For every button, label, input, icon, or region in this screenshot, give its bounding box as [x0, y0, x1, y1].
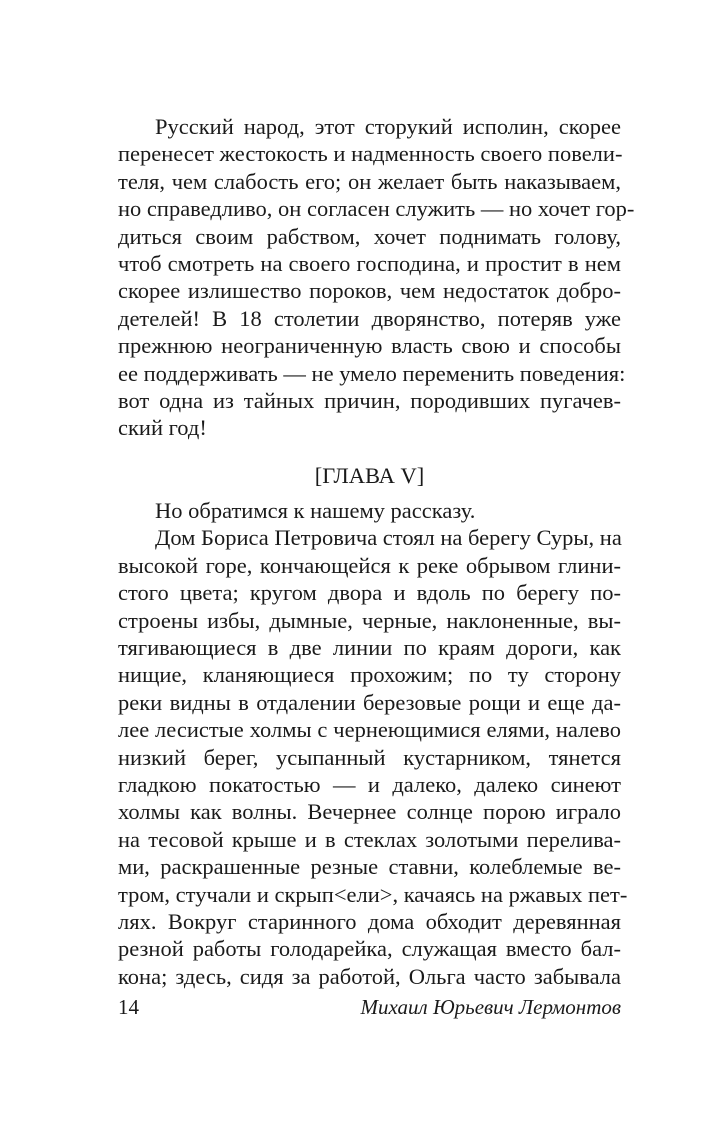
text-line: ский год! — [118, 415, 207, 441]
text-line: низкий берег, усыпанный кустарником, тянется — [118, 744, 621, 770]
text-line: ми, раскрашенные резные ставни, колеблемые ве- — [118, 854, 621, 880]
text-line: резной работы голодарейка, служащая вместо бал- — [118, 936, 621, 962]
text-line: кона; здесь, сидя за работой, Ольга часто забывала — [118, 963, 621, 989]
text-line: лее лесистые холмы с чернеющимися елями, налево — [118, 717, 621, 743]
text-line: тром, стучали и скрып<ели>, качаясь на ржавых пет- — [118, 881, 628, 907]
text-line: детелей! В 18 столетии дворянство, потеряв уже — [118, 305, 621, 331]
text-line: но справедливо, он согласен служить — но хочет гор- — [118, 196, 635, 222]
paragraph-3 — [118, 524, 628, 990]
text-line: тягивающиеся в две линии по краям дороги, как — [118, 635, 621, 661]
text-line: нищие, кланяющиеся прохожим; по ту сторону — [118, 662, 621, 688]
text-line: прежнюю неограниченную власть свою и способы — [118, 333, 621, 359]
text-line: ее поддерживать — не умело переменить поведения: — [118, 360, 626, 386]
text-line: теля, чем слабость его; он желает быть наказываем, — [118, 168, 621, 194]
text-line: диться своим рабством, хочет поднимать голову, — [118, 223, 621, 249]
text-line: высокой горе, кончающейся к реке обрывом глини- — [118, 552, 621, 578]
paragraph-2 — [118, 497, 621, 524]
text-line: Русский народ, этот сторукий исполин, скорее — [155, 114, 621, 139]
paragraph-1 — [118, 113, 635, 442]
text-line: строены избы, дымные, черные, наклоненные, вы- — [118, 607, 621, 633]
text-line: на тесовой крыше и в стеклах золотыми перелива- — [118, 826, 621, 852]
text-line: реки видны в отдалении березовые рощи и еще да- — [118, 689, 621, 715]
chapter-heading: [ГЛАВА V] — [314, 462, 425, 488]
running-title: Михаил Юрьевич Лермонтов — [360, 995, 621, 1019]
page-footer — [118, 993, 621, 1021]
text-line: холмы как волны. Вечернее солнце порою играло — [118, 799, 621, 825]
text-line: чтоб смотреть на своего господина, и простит в нем — [118, 250, 621, 276]
text-line: скорее излишество пороков, чем недостаток добро- — [118, 278, 621, 304]
text-line: Дом Бориса Петровича стоял на берегу Суры, на — [155, 525, 622, 551]
text-line: перенесет жестокость и надменность своего повели- — [118, 141, 623, 167]
page-number: 14 — [118, 995, 139, 1019]
text-line: гладкою покатостью — и далеко, далеко синеют — [118, 771, 621, 797]
text-line: вот одна из тайных причин, породивших пугачев- — [118, 387, 621, 413]
page-body — [118, 113, 635, 990]
text-line: лях. Вокруг старинного дома обходит деревянная — [118, 908, 621, 934]
text-line: Но обратимся к нашему рассказу. — [155, 498, 476, 524]
text-line: стого цвета; кругом двора и вдоль по берегу по- — [118, 580, 621, 606]
